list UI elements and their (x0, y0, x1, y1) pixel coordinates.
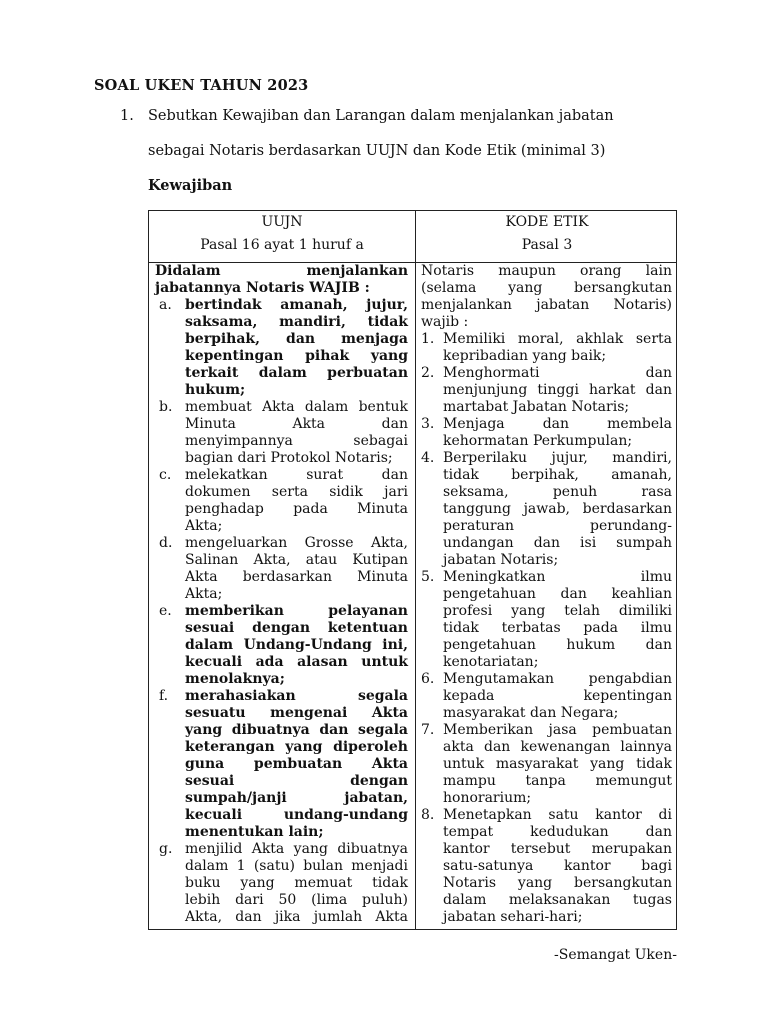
kode-etik-item-line: tidak terbatas pada ilmu (443, 620, 672, 636)
uujn-list-item (155, 297, 408, 399)
uujn-list-item (155, 688, 408, 841)
uujn-item-line: lebih dari 50 (lima puluh) (185, 892, 408, 908)
uujn-item-line: membuat Akta dalam bentuk (185, 399, 408, 415)
kode-etik-item-line: kepada kepentingan (443, 688, 672, 704)
kode-etik-intro-line: menjalankan jabatan Notaris) (421, 297, 672, 313)
uujn-item-line: Salinan Akta, atau Kutipan (185, 552, 408, 568)
kode-etik-item-line: jabatan Notaris; (443, 552, 559, 568)
uujn-intro-line: Didalam menjalankan (155, 263, 408, 279)
uujn-item-line: memberikan pelayanan (185, 603, 408, 619)
kode-etik-item-line: tempat kedudukan dan (443, 824, 672, 840)
list-marker: b. (159, 399, 173, 415)
uujn-item-line: kepentingan pihak yang (185, 348, 408, 364)
kode-etik-intro-line: Notaris maupun orang lain (421, 263, 672, 279)
kode-etik-item-line: seksama, penuh rasa (443, 484, 672, 500)
kode-etik-item-line: undangan dan isi sumpah (443, 535, 672, 551)
kode-etik-item-line: tidak berpihak, amanah, (443, 467, 672, 483)
list-marker: 5. (421, 569, 435, 585)
kode-etik-item-line: Menetapkan satu kantor di (443, 807, 672, 823)
uujn-intro (155, 263, 408, 297)
kode-etik-list-item (421, 569, 672, 671)
kode-etik-item-line: Memberikan jasa pembuatan (443, 722, 672, 738)
kode-etik-list-item (421, 671, 672, 722)
kode-etik-item-line: satu-satunya kantor bagi (443, 858, 672, 874)
kode-etik-list-item (421, 331, 672, 365)
kode-etik-item-line: pengetahuan hukum dan (443, 637, 672, 653)
list-marker: 8. (421, 807, 435, 823)
uujn-item-line: dokumen serta sidik jari (185, 484, 408, 500)
uujn-item-line: sesuai dengan ketentuan (185, 620, 408, 636)
uujn-column-content (155, 263, 408, 926)
uujn-list-item (155, 841, 408, 926)
uujn-item-line: keterangan yang diperoleh (185, 739, 408, 755)
list-marker: f. (159, 688, 169, 704)
uujn-item-line: merahasiakan segala (185, 688, 408, 704)
uujn-item-line: menolaknya; (185, 671, 285, 687)
uujn-item-line: sesuatu mengenai Akta (185, 705, 408, 721)
question-text-line-2: sebagai Notaris berdasarkan UUJN dan Kode Etik (minimal 3) (148, 143, 606, 159)
kode-etik-list-item (421, 365, 672, 416)
kode-etik-item-line: dalam melaksanakan tugas (443, 892, 672, 908)
kode-etik-item-line: kehormatan Perkumpulan; (443, 433, 633, 449)
kode-etik-item-line: Menjaga dan membela (443, 416, 672, 432)
list-marker: a. (159, 297, 172, 313)
kode-etik-item-line: Notaris yang bersangkutan (443, 875, 672, 891)
kode-etik-item-line: jabatan sehari-hari; (443, 909, 583, 925)
column-divider (415, 211, 416, 929)
list-marker: 6. (421, 671, 435, 687)
kode-etik-intro-line: wajib : (421, 314, 469, 330)
kode-etik-intro-line: (selama yang bersangkutan (421, 280, 672, 296)
uujn-item-line: bagian dari Protokol Notaris; (185, 450, 393, 466)
section-heading-kewajiban: Kewajiban (148, 177, 233, 194)
list-marker: d. (159, 535, 173, 551)
list-marker: 2. (421, 365, 435, 381)
kode-etik-item-line: menjunjung tinggi harkat dan (443, 382, 672, 398)
kode-etik-item-line: Menghormati dan (443, 365, 672, 381)
kode-etik-item-line: Berperilaku jujur, mandiri, (443, 450, 672, 466)
uujn-item-line: Minuta Akta dan (185, 416, 408, 432)
question-text-line-1: Sebutkan Kewajiban dan Larangan dalam menjalankan jabatan (148, 108, 614, 124)
kode-etik-item-line: Memiliki moral, akhlak serta (443, 331, 672, 347)
kode-etik-item-line: untuk masyarakat yang tidak (443, 756, 672, 772)
uujn-item-line: dalam 1 (satu) bulan menjadi (185, 858, 408, 874)
kode-etik-list-item (421, 450, 672, 569)
kode-etik-item-line: Mengutamakan pengabdian (443, 671, 672, 687)
left-header-subtitle: Pasal 16 ayat 1 huruf a (200, 237, 364, 253)
left-header-title: UUJN (261, 214, 303, 230)
uujn-item-line: hukum; (185, 382, 246, 398)
uujn-item-line: sumpah/janji jabatan, (185, 790, 408, 806)
uujn-list-item (155, 399, 408, 467)
kode-etik-list-item (421, 722, 672, 807)
uujn-list-item (155, 535, 408, 603)
kode-etik-item-line: tanggung jawab, berdasarkan (443, 501, 672, 517)
kode-etik-list-item (421, 416, 672, 450)
obligations-table (148, 210, 677, 930)
uujn-intro-line: jabatannya Notaris WAJIB : (155, 280, 370, 296)
uujn-item-line: Akta; (185, 586, 223, 602)
uujn-item-line: mengeluarkan Grosse Akta, (185, 535, 408, 551)
footer-note: -Semangat Uken- (554, 947, 677, 963)
uujn-item-line: menjilid Akta yang dibuatnya (185, 841, 408, 857)
uujn-list-item (155, 467, 408, 535)
uujn-item-line: kecuali undang-undang (185, 807, 408, 823)
uujn-item-line: terkait dalam perbuatan (185, 365, 408, 381)
list-marker: 7. (421, 722, 435, 738)
uujn-item-line: bertindak amanah, jujur, (185, 297, 408, 313)
question-number: 1. (120, 108, 134, 124)
uujn-item-line: penghadap pada Minuta (185, 501, 408, 517)
kode-etik-intro (421, 263, 672, 331)
kode-etik-item-line: akta dan kewenangan lainnya (443, 739, 672, 755)
list-marker: c. (159, 467, 172, 483)
kode-etik-item-line: kantor tersebut merupakan (443, 841, 672, 857)
uujn-item-line: sesuai dengan (185, 773, 408, 789)
uujn-item-line: guna pembuatan Akta (185, 756, 408, 772)
kode-etik-item-line: profesi yang telah dimiliki (443, 603, 672, 619)
right-header-subtitle: Pasal 3 (521, 237, 573, 253)
kode-etik-item-line: mampu tanpa memungut (443, 773, 672, 789)
kode-etik-item-line: masyarakat dan Negara; (443, 705, 619, 721)
kode-etik-item-line: kepribadian yang baik; (443, 348, 607, 364)
uujn-item-line: Akta berdasarkan Minuta (185, 569, 408, 585)
list-marker: g. (159, 841, 173, 857)
uujn-item-line: dalam Undang-Undang ini, (185, 637, 408, 653)
kode-etik-item-line: kenotariatan; (443, 654, 539, 670)
uujn-item-line: Akta; (185, 518, 223, 534)
kode-etik-item-line: honorarium; (443, 790, 532, 806)
kode-etik-item-line: Meningkatkan ilmu (443, 569, 672, 585)
uujn-item-line: berpihak, dan menjaga (185, 331, 408, 347)
uujn-item-line: buku yang memuat tidak (185, 875, 408, 891)
list-marker: e. (159, 603, 172, 619)
uujn-item-line: Akta, dan jika jumlah Akta (185, 909, 408, 925)
list-marker: 1. (421, 331, 435, 347)
kode-etik-item-line: martabat Jabatan Notaris; (443, 399, 630, 415)
uujn-item-line: melekatkan surat dan (185, 467, 408, 483)
kode-etik-list-item (421, 807, 672, 926)
list-marker: 3. (421, 416, 435, 432)
uujn-list-item (155, 603, 408, 688)
list-marker: 4. (421, 450, 435, 466)
uujn-item-line: menentukan lain; (185, 824, 324, 840)
kode-etik-item-line: pengetahuan dan keahlian (443, 586, 672, 602)
right-header-title: KODE ETIK (505, 214, 589, 230)
kode-etik-column-content (421, 263, 672, 926)
uujn-item-line: yang dibuatnya dan segala (185, 722, 408, 738)
document-title: SOAL UKEN TAHUN 2023 (94, 77, 309, 94)
kode-etik-item-line: peraturan perundang- (443, 518, 672, 534)
uujn-item-line: menyimpannya sebagai (185, 433, 408, 449)
uujn-item-line: saksama, mandiri, tidak (185, 314, 408, 330)
uujn-item-line: kecuali ada alasan untuk (185, 654, 408, 670)
